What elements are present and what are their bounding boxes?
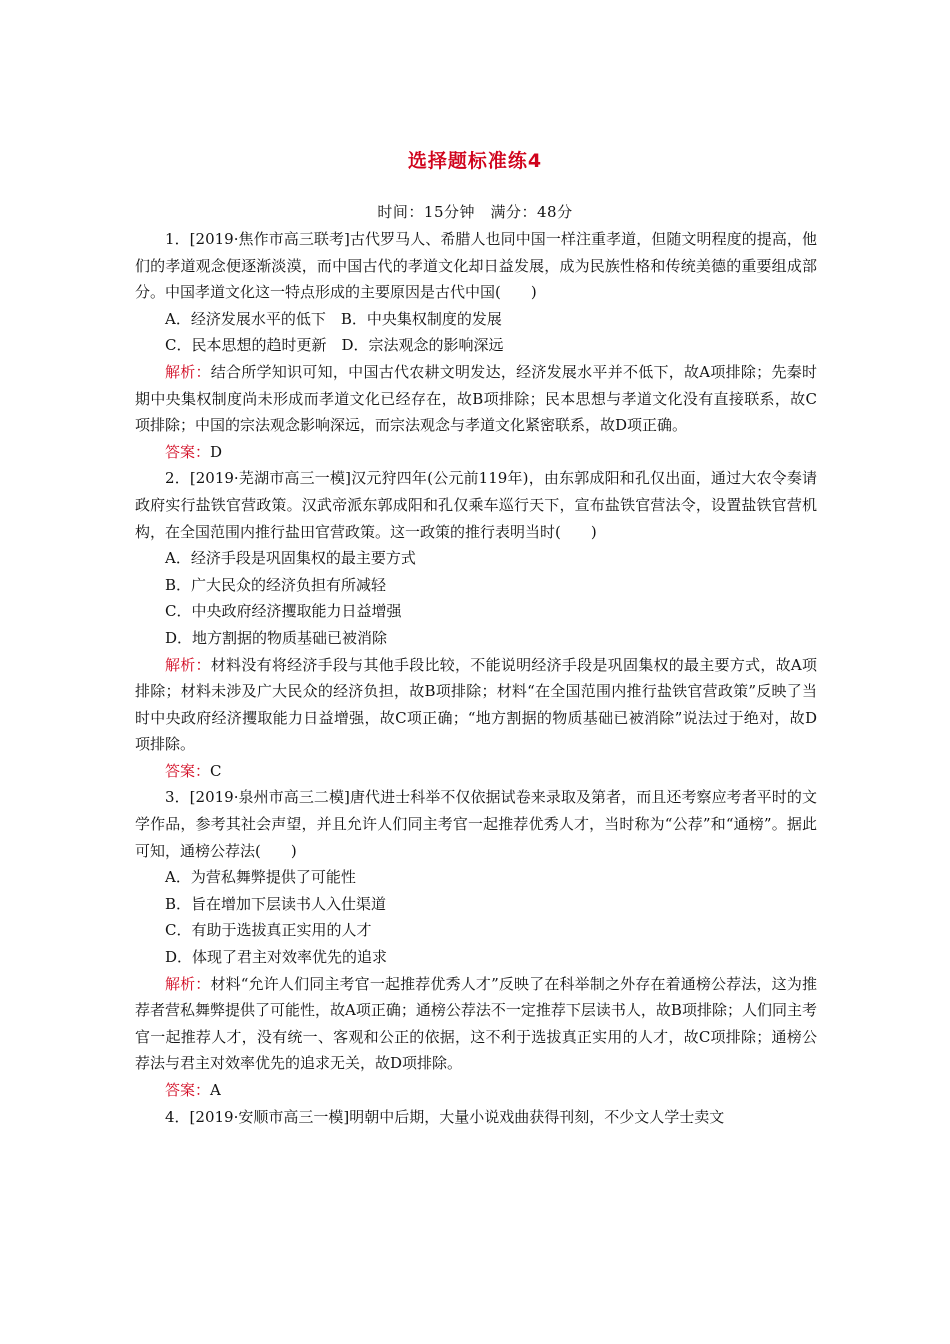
answer-label: 答案： [165,761,211,780]
question-3-option-a: A．为营私舞弊提供了可能性 [165,868,356,887]
question-3-option-b: B．旨在增加下层读书人入仕渠道 [165,894,387,913]
question-3-answer [135,1077,817,1104]
answer-label: 答案： [165,442,211,461]
analysis-label: 解析： [165,362,211,381]
analysis-label: 解析： [165,974,211,993]
question-list [135,226,817,1130]
analysis-text: 结合所学知识可知，中国古代农耕文明发达，经济发展水平并不低下，故A项排除；先秦时期中央集权制度尚未形成而孝道文化已经存在，故B项排除；民本思想与孝道文化没有直接联系，故C项排除；中国的宗法观念影响深远，而宗法观念与孝道文化紧密联系，故D项正确。 [135,362,817,435]
answer-label: 答案： [165,1081,211,1099]
question-1-options-row-1: A．经济发展水平的低下 B．中央集权制度的发展 [165,309,502,328]
analysis-text: 材料“允许人们同主考官一起推荐优秀人才”反映了在科举制之外存在着通榜公荐法，这为推荐者营私舞弊提供了可能性，故A项正确；通榜公荐法不一定推荐下层读书人，故B项排除；人们同主考官一起推荐人才，没有统一、客观和公正的依据，这不利于选拔真正实用的人才，故C项排除；通榜公荐法与君主对效率优先的追求无关，故D项排除。 [135,974,817,1073]
question-2-option-a: A．经济手段是巩固集权的最主要方式 [165,549,416,568]
question-2-option-b: B．广大民众的经济负担有所减轻 [165,575,387,594]
question-2-option-d: D．地方割据的物质基础已被消除 [165,628,388,647]
question-1-answer [135,439,817,466]
question-2-answer [135,758,817,785]
question-2-analysis [135,652,817,758]
answer-value: D [210,442,223,461]
answer-value: A [210,1081,221,1099]
answer-value: C [210,761,222,780]
question-3-option-c: C．有助于选拔真正实用的人才 [165,921,372,940]
document-title: 选择题标准练4 [407,150,543,172]
analysis-text: 材料没有将经济手段与其他手段比较，不能说明经济手段是巩固集权的最主要方式，故A项排除；材料未涉及广大民众的经济负担，故B项排除；材料“在全国范围内推行盐铁官营政策”反映了当时中央政府经济攫取能力日益增强，故C项正确；“地方割据的物质基础已被消除”说法过于绝对，故D项排除。 [135,655,817,754]
analysis-label: 解析： [165,655,211,674]
time-score-info: 时间：15分钟 满分：48分 [377,203,573,221]
question-3-analysis [135,971,817,1077]
question-2-option-c: C．中央政府经济攫取能力日益增强 [165,602,402,621]
question-1-options-row-2: C．民本思想的趋时更新 D．宗法观念的影响深远 [165,336,504,355]
question-1-analysis [135,359,817,439]
question-3-stem: 3．[2019·泉州市高三二模]唐代进士科举不仅依据试卷来录取及第者，而且还考察应考者平时的文学作品，参考其社会声望，并且允许人们同主考官一起推荐优秀人才，当时称为“公荐”和“通榜”。据此可知，通榜公荐法( ) [135,788,817,860]
question-3-option-d: D．体现了君主对效率优先的追求 [165,948,388,967]
question-1-stem: 1．[2019·焦作市高三联考]古代罗马人、希腊人也同中国一样注重孝道，但随文明程度的提高，他们的孝道观念便逐渐淡漠，而中国古代的孝道文化却日益发展，成为民族性格和传统美德的重要组成部分。中国孝道文化这一特点形成的主要原因是古代中国( ) [135,230,817,302]
question-2-stem: 2．[2019·芜湖市高三一模]汉元狩四年(公元前119年)，由东郭成阳和孔仅出面，通过大农令奏请政府实行盐铁官营政策。汉武帝派东郭成阳和孔仅乘车巡行天下，宣布盐铁官营法令，设置盐铁官营机构，在全国范围内推行盐田官营政策。这一政策的推行表明当时( ) [135,469,817,541]
question-4-stem: 4．[2019·安顺市高三一模]明朝中后期，大量小说戏曲获得刊刻，不少文人学士卖文 [165,1107,725,1126]
